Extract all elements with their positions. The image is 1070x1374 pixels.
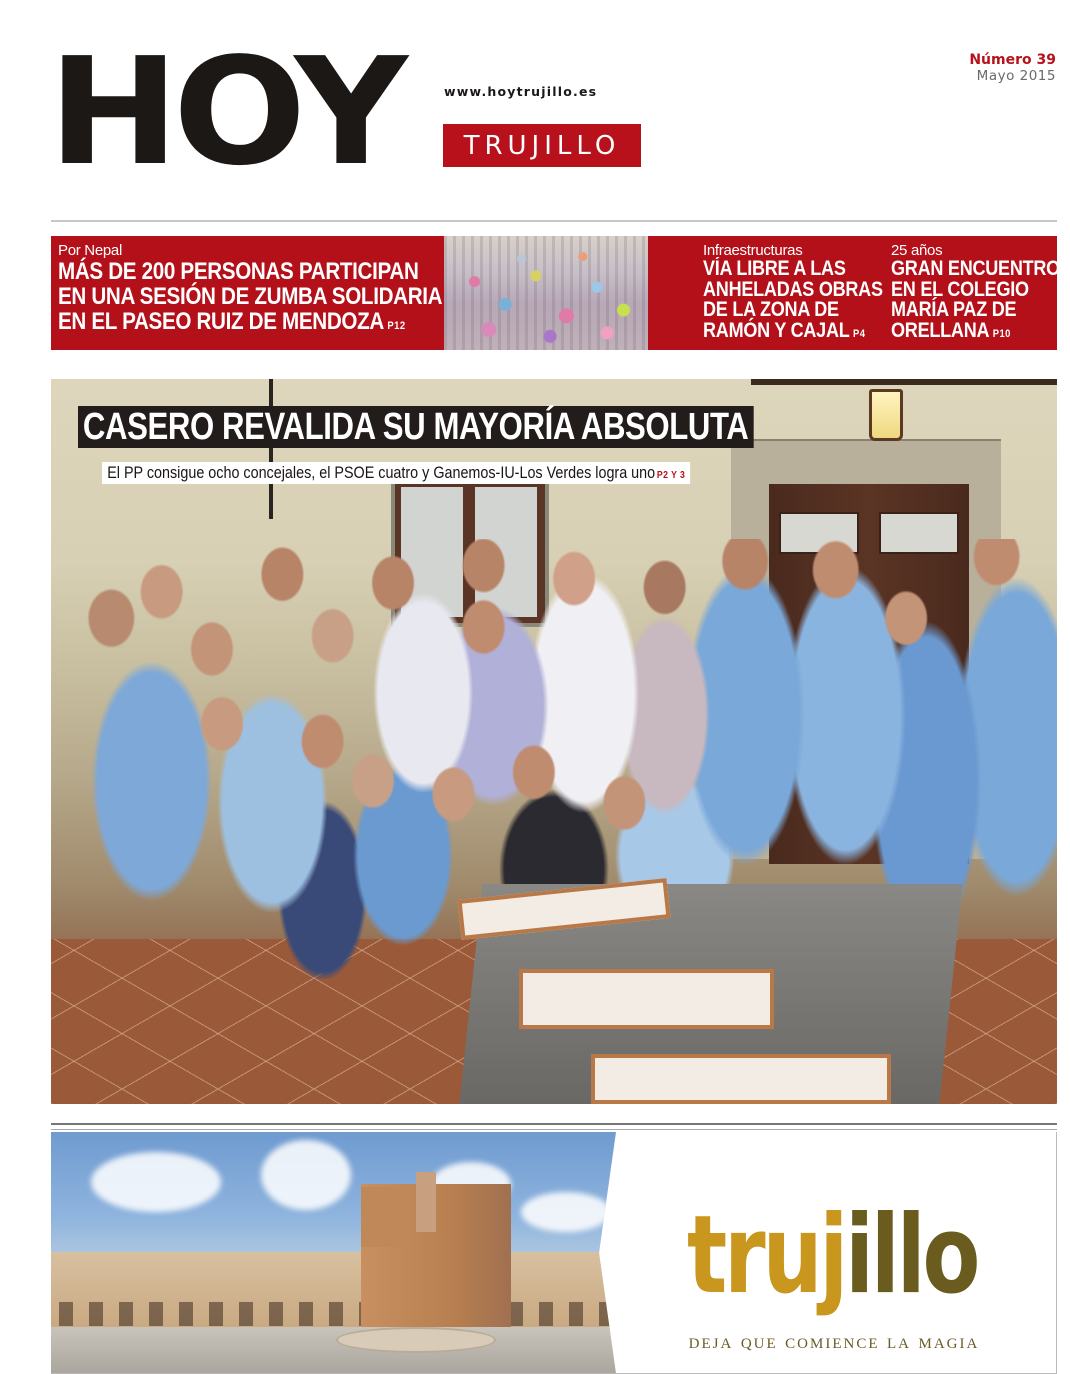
headline-line: EN EL PASEO RUIZ DE MENDOZA	[58, 308, 384, 335]
newspaper-logo[interactable]: HOY	[48, 26, 402, 198]
teaser-colegio[interactable]	[891, 243, 1070, 344]
photo-tray	[519, 969, 774, 1029]
lead-subhead	[102, 462, 691, 484]
issue-number: Número 39	[969, 52, 1056, 68]
brand-part-2: illo	[845, 1193, 978, 1318]
headline-line: GRAN ENCUENTRO	[891, 257, 1060, 280]
page-reference: P12	[387, 320, 406, 332]
headline-line: EN UNA SESIÓN DE ZUMBA SOLIDARIA	[58, 283, 443, 310]
trujillo-tourism-ad[interactable]	[51, 1132, 1057, 1374]
ad-divider	[51, 1123, 1057, 1125]
page-reference: P10	[992, 327, 1011, 340]
photo-detail	[269, 379, 273, 519]
issue-date: Mayo 2015	[976, 68, 1056, 84]
photo-detail	[751, 379, 1057, 385]
ad-divider	[51, 1129, 1057, 1130]
photo-tray	[591, 1054, 891, 1104]
page-reference: P4	[852, 327, 866, 340]
brand-part-1: truj	[687, 1193, 846, 1318]
teaser-headline	[703, 259, 883, 344]
headline-line: MÁS DE 200 PERSONAS PARTICIPAN	[58, 258, 419, 285]
teaser-headline	[58, 259, 442, 339]
trujillo-brand-logo	[687, 1142, 1037, 1322]
headline-line: EN EL COLEGIO	[891, 277, 1029, 301]
headline-line: VÍA LIBRE A LAS	[703, 257, 846, 280]
subhead-text: El PP consigue ocho concejales, el PSOE cuatro y Ganemos-IU-Los Verdes logra uno	[107, 464, 656, 482]
headline-line: RAMÓN Y CAJAL	[703, 318, 850, 342]
teaser-kicker: Por Nepal	[58, 242, 123, 259]
headline-line: MARÍA PAZ DE	[891, 298, 1017, 321]
teaser-kicker: 25 años	[891, 242, 943, 259]
website-url[interactable]: www.hoytrujillo.es	[444, 84, 598, 99]
lead-headline[interactable]: CASERO REVALIDA SU MAYORÍA ABSOLUTA	[78, 406, 753, 448]
ad-tagline	[51, 1328, 1057, 1354]
teaser-zumba[interactable]	[58, 243, 505, 339]
headline-line: DE LA ZONA DE	[703, 298, 839, 321]
teaser-headline	[891, 259, 1060, 344]
lantern-icon	[869, 389, 903, 441]
group-celebration-photo[interactable]	[51, 379, 1057, 1104]
masthead-divider	[51, 220, 1057, 222]
teaser-kicker: Infraestructuras	[703, 242, 803, 259]
tagline-text: deja que comience la magia	[688, 1328, 980, 1353]
headline-line: ORELLANA	[891, 318, 990, 342]
teaser-infraestructuras[interactable]	[703, 243, 912, 344]
headline-line: ANHELADAS OBRAS	[703, 277, 883, 301]
page-reference: P2 Y 3	[656, 470, 686, 481]
edition-badge: TRUJILLO	[443, 124, 641, 167]
